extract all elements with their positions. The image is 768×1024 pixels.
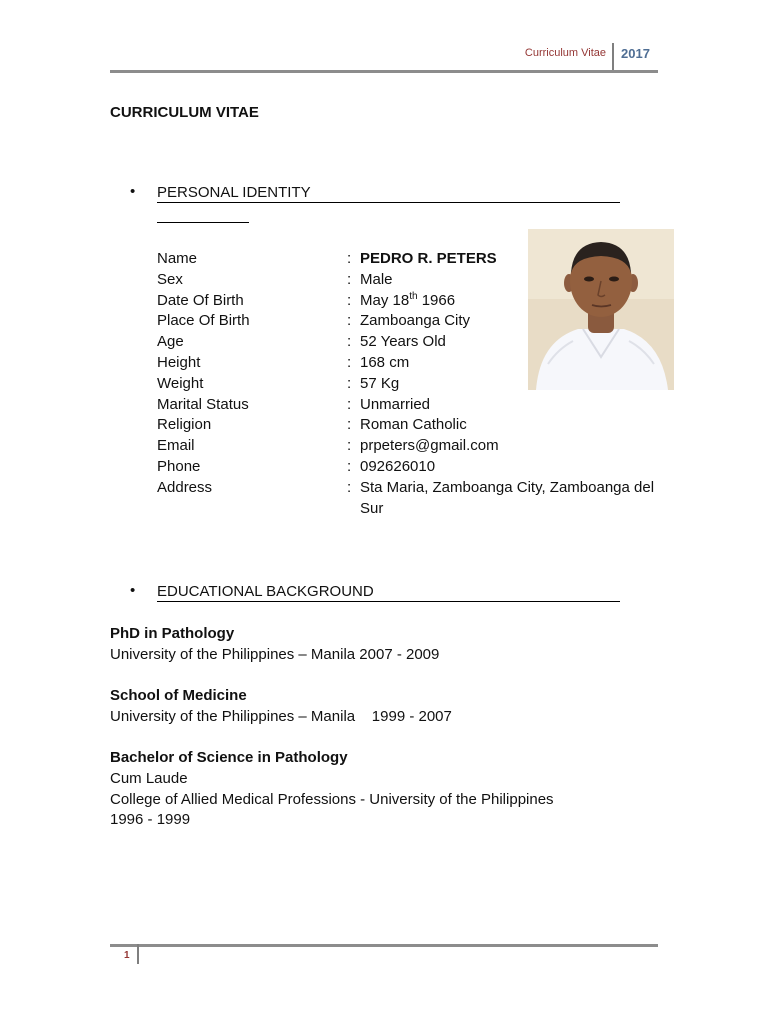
info-value-sex: Male — [360, 270, 393, 288]
info-colon: : — [347, 374, 352, 392]
info-colon: : — [347, 353, 352, 371]
education-entry-bachelor — [110, 748, 554, 831]
profile-photo — [528, 229, 674, 390]
info-label: Age — [157, 333, 184, 351]
info-label: Height — [157, 353, 201, 371]
info-colon: : — [347, 478, 352, 496]
info-value-address: Sta Maria, Zamboanga City, Zamboanga del Sur — [360, 478, 655, 517]
info-value-place-of-birth: Zamboanga City — [360, 312, 471, 330]
info-label: Email — [157, 437, 195, 455]
dob-ordinal: th — [409, 290, 418, 302]
info-colon: : — [347, 291, 352, 309]
footer-rule — [110, 944, 658, 947]
info-value-email: prpeters@gmail.com — [360, 437, 499, 455]
info-label: Phone — [157, 457, 201, 475]
info-colon: : — [347, 312, 352, 330]
info-value-religion: Roman Catholic — [360, 416, 467, 434]
education-degree: PhD in Pathology — [110, 625, 235, 642]
info-label: Name — [157, 250, 198, 267]
bullet-icon: • — [130, 582, 136, 599]
education-entry-phd — [110, 624, 439, 666]
info-value-phone: 092626010 — [360, 457, 436, 475]
info-label: Marital Status — [157, 395, 249, 413]
info-label: Place Of Birth — [157, 312, 250, 330]
person-portrait-icon — [528, 229, 674, 390]
info-colon: : — [347, 250, 352, 267]
dob-year: 1966 — [417, 291, 456, 309]
info-colon: : — [347, 333, 352, 351]
heading-underline-continuation — [157, 222, 249, 223]
info-label: Sex — [157, 270, 183, 288]
header-rule — [110, 70, 658, 73]
header-title: Curriculum Vitae — [524, 47, 606, 59]
education-degree: School of Medicine — [110, 687, 247, 704]
document-title: CURRICULUM VITAE — [110, 104, 259, 121]
info-label: Weight — [157, 374, 204, 392]
info-label: Date Of Birth — [157, 291, 244, 309]
education-honor: Cum Laude — [110, 769, 188, 787]
education-school: College of Allied Medical Professions - University of the Philippines — [110, 790, 554, 808]
info-value-date-of-birth — [360, 291, 455, 312]
educational-background-heading: EDUCATIONAL BACKGROUND — [157, 583, 620, 602]
header-divider — [612, 43, 614, 71]
info-colon: : — [347, 437, 352, 455]
dob-day: May 18 — [360, 291, 410, 309]
education-school: University of the Philippines – Manila 2007 - 2009 — [110, 645, 440, 663]
info-colon: : — [347, 395, 352, 413]
info-value-height: 168 cm — [360, 353, 410, 371]
info-colon: : — [347, 416, 352, 434]
info-value-marital-status: Unmarried — [360, 395, 431, 413]
info-label: Address — [157, 478, 213, 496]
page-number: 1 — [124, 950, 130, 961]
info-value-weight: 57 Kg — [360, 374, 400, 392]
education-degree: Bachelor of Science in Pathology — [110, 749, 348, 766]
education-years: 1996 - 1999 — [110, 811, 191, 829]
info-value-name: PEDRO R. PETERS — [360, 250, 497, 267]
personal-identity-heading: PERSONAL IDENTITY — [157, 184, 620, 203]
bullet-icon: • — [130, 183, 136, 200]
info-label: Religion — [157, 416, 212, 434]
footer-divider — [137, 944, 139, 964]
info-colon: : — [347, 457, 352, 475]
info-colon: : — [347, 270, 352, 288]
header-year: 2017 — [621, 46, 650, 61]
education-school: University of the Philippines – Manila 1999 - 2007 — [110, 707, 452, 725]
info-value-age: 52 Years Old — [360, 333, 446, 351]
education-entry-medicine — [110, 686, 452, 728]
